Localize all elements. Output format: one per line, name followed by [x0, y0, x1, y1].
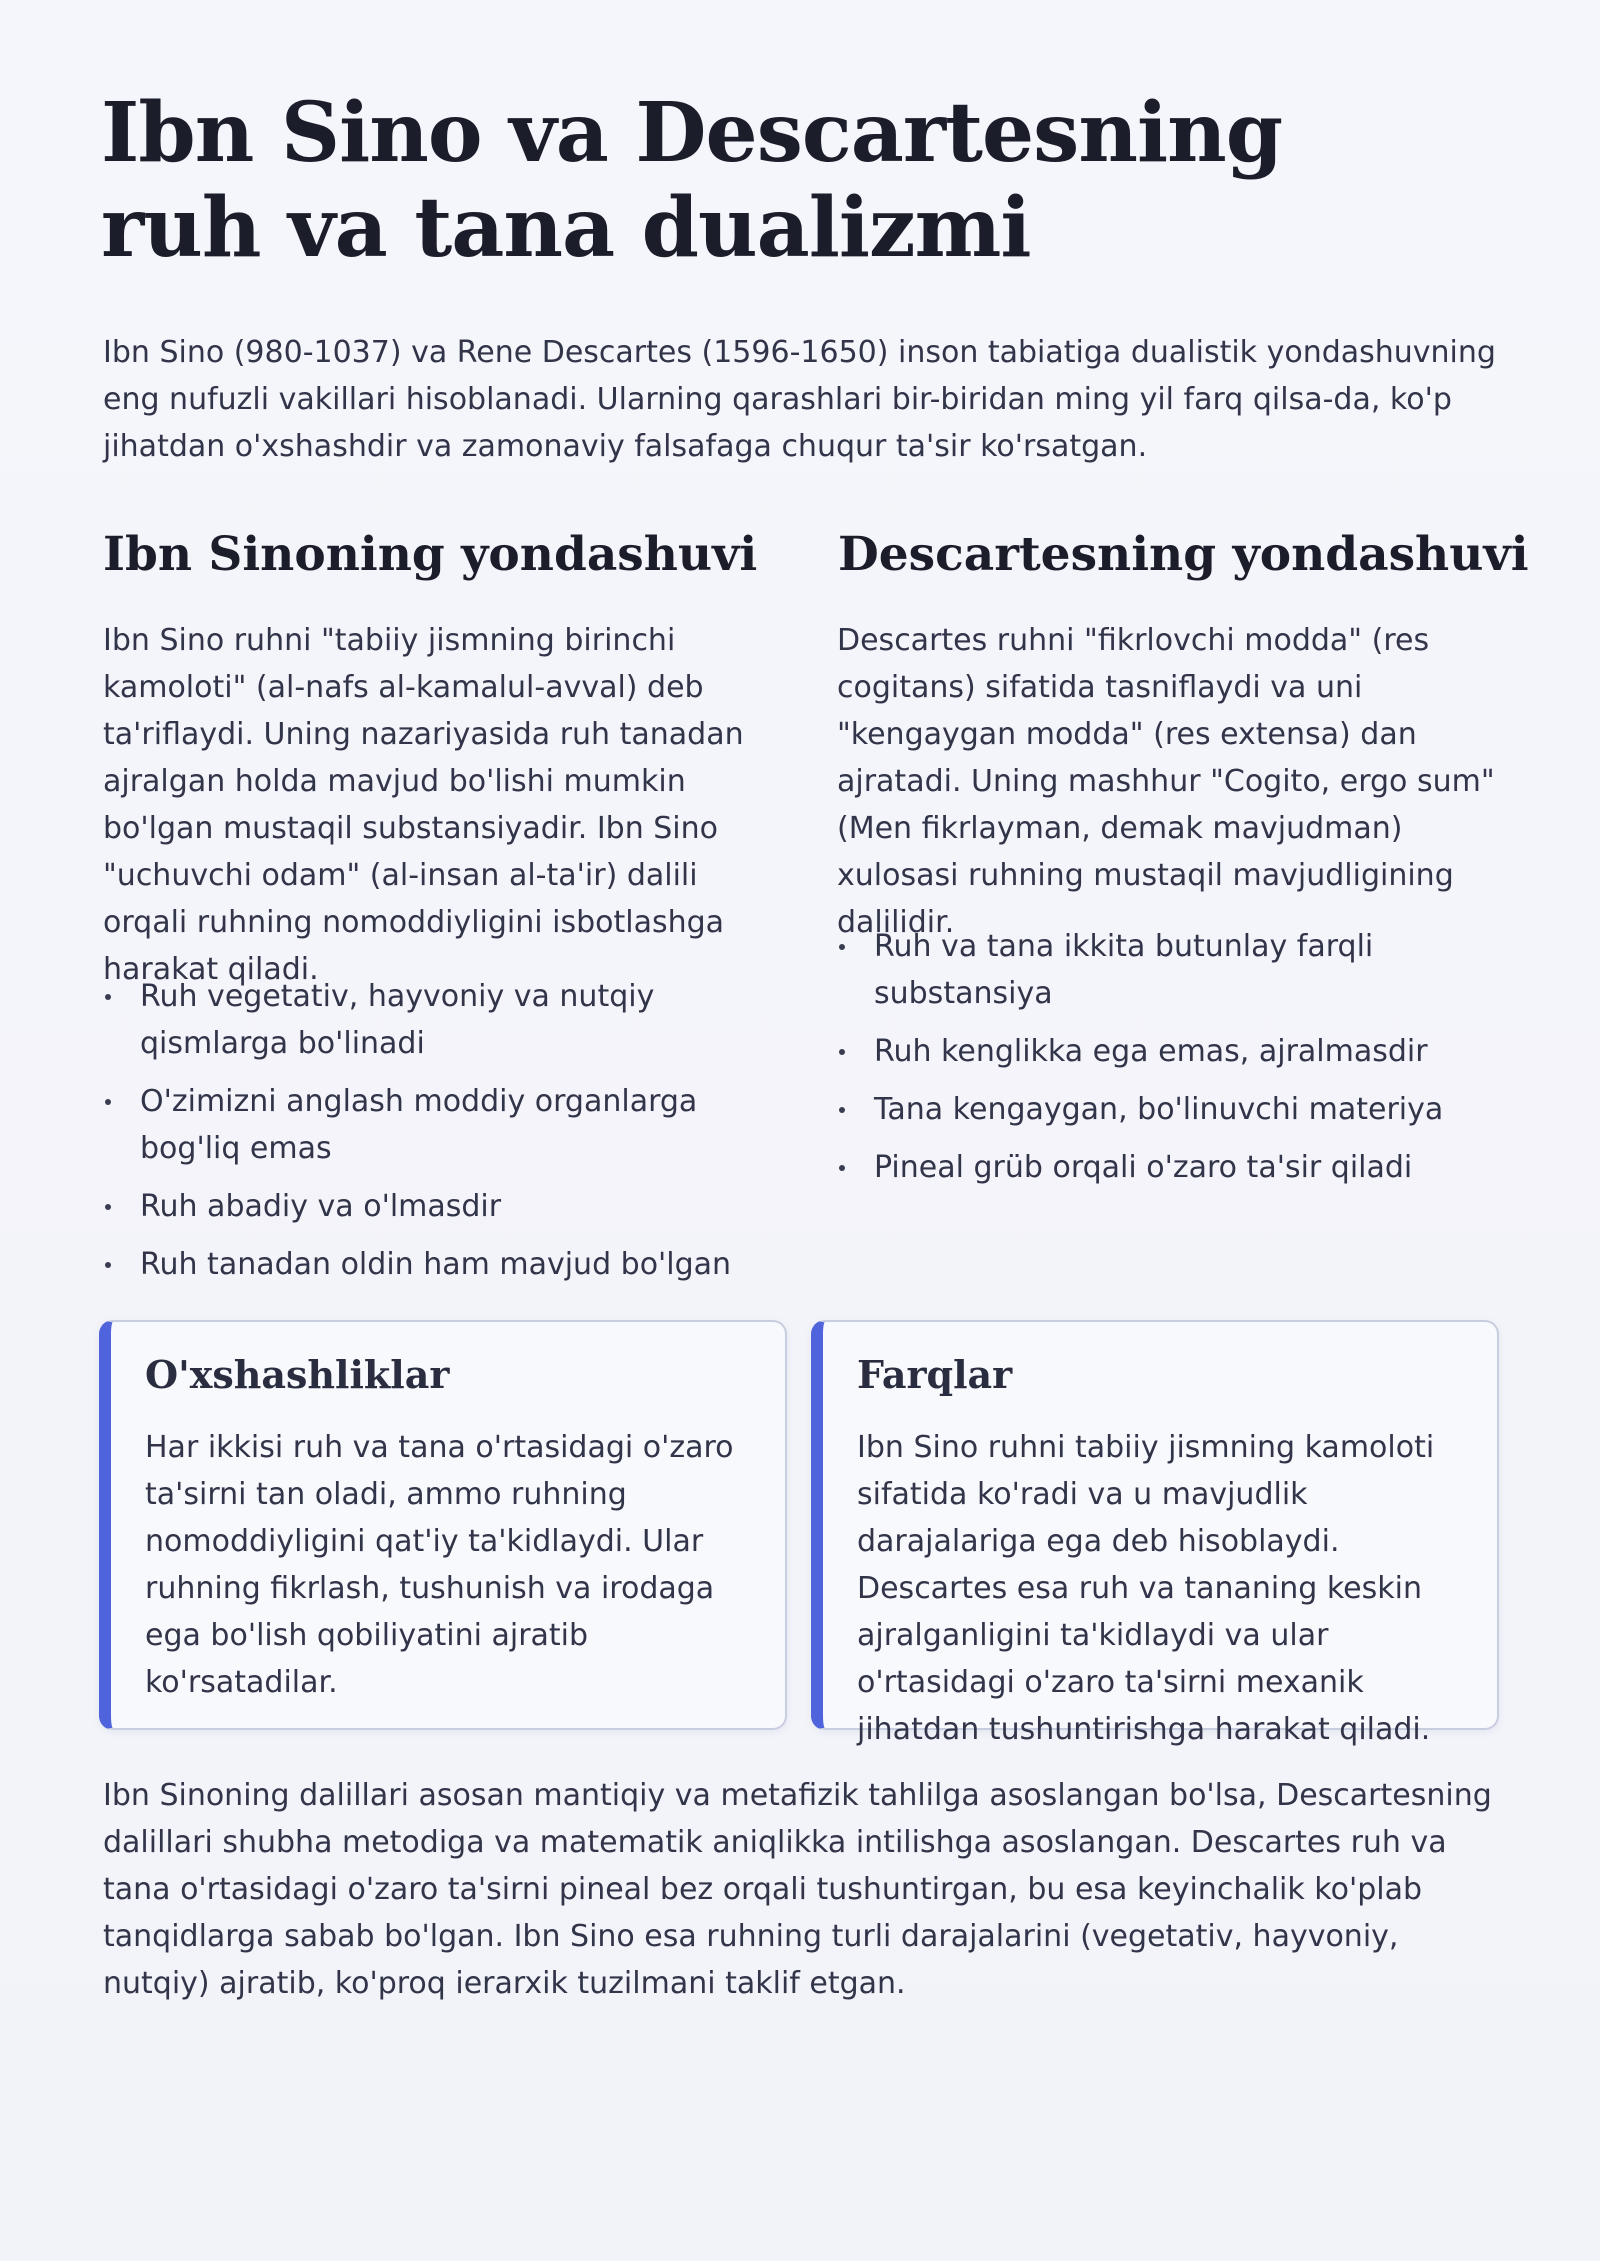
list-item: Tana kengaygan, bo'linuvchi materiya: [837, 1086, 1517, 1133]
similarities-title: O'xshashliklar: [145, 1352, 450, 1397]
list-item: Ruh va tana ikkita butunlay farqli substansiya: [837, 923, 1517, 1017]
list-item: Ruh abadiy va o'lmasdir: [103, 1183, 743, 1230]
ibn-sino-points-list: [103, 973, 743, 1299]
list-item: Ruh tanadan oldin ham mavjud bo'lgan: [103, 1241, 743, 1288]
list-item: Ruh vegetativ, hayvoniy va nutqiy qismlarga bo'linadi: [103, 973, 743, 1067]
ibn-sino-paragraph: Ibn Sino ruhni "tabiiy jismning birinchi kamoloti" (al-nafs al-kamalul-avval) deb ta'riflaydi. Uning nazariyasida ruh tanadan ajralgan holda mavjud bo'lishi mumkin bo'lgan mustaqil substansiyadir. Ibn Sino "uchuvchi odam" (al-insan al-ta'ir) dalili orqali ruhning nomoddiyligini isbotlashga harakat qiladi.: [103, 623, 744, 987]
descartes-heading: Descartesning yondashuvi: [838, 527, 1529, 582]
list-item: Pineal grüb orqali o'zaro ta'sir qiladi: [837, 1144, 1517, 1191]
differences-text: Ibn Sino ruhni tabiiy jismning kamoloti sifatida ko'radi va u mavjudlik darajalariga ega deb hisoblaydi. Descartes esa ruh va tananing keskin ajralganligini ta'kidlaydi va ular o'rtasidagi o'zaro ta'sirni mexanik jihatdan tushuntirishga harakat qiladi.: [857, 1430, 1435, 1747]
differences-card: [811, 1320, 1499, 1747]
similarities-text: Har ikkisi ruh va tana o'rtasidagi o'zaro ta'sirni tan oladi, ammo ruhning nomoddiyligini qat'iy ta'kidlaydi. Ular ruhning fikrlash, tushunish va irodaga ega bo'lish qobiliyatini ajratib ko'rsatadilar.: [145, 1430, 734, 1700]
list-item: Ruh kenglikka ega emas, ajralmasdir: [837, 1028, 1517, 1075]
intro-paragraph: Ibn Sino (980-1037) va Rene Descartes (1596-1650) inson tabiatiga dualistik yondashuvning eng nufuzli vakillari hisoblanadi. Ularning qarashlari bir-biridan ming yil farq qilsa-da, ko'p jihatdan o'xshashdir va zamonaviy falsafaga chuqur ta'sir ko'rsatgan.: [103, 335, 1496, 464]
closing-paragraph: Ibn Sinoning dalillari asosan mantiqiy va metafizik tahlilga asoslangan bo'lsa, Descartesning dalillari shubha metodiga va matematik aniqlikka intilishga asoslangan. Descartes ruh va tana o'rtasidagi o'zaro ta'sirni pineal bez orqali tushuntirgan, bu esa keyinchalik ko'plab tanqidlarga sabab bo'lgan. Ibn Sino esa ruhning turli darajalarini (vegetativ, hayvoniy, nutqiy) ajratib, ko'proq ierarxik tuzilmani taklif etgan.: [103, 1778, 1492, 2001]
ibn-sino-heading: Ibn Sinoning yondashuvi: [103, 527, 758, 582]
descartes-points-list: [837, 923, 1517, 1202]
descartes-paragraph: Descartes ruhni "fikrlovchi modda" (res cogitans) sifatida tasniflaydi va uni "kengaygan modda" (res extensa) dan ajratadi. Uning mashhur "Cogito, ergo sum" (Men fikrlayman, demak mavjudman) xulosasi ruhning mustaqil mavjudligining dalilidir.: [837, 623, 1495, 940]
similarities-card: [99, 1320, 787, 1730]
page-title: Ibn Sino va Descartesning ruh va tana dualizmi: [101, 85, 1283, 276]
list-item: O'zimizni anglash moddiy organlarga bog'liq emas: [103, 1078, 743, 1172]
differences-title: Farqlar: [857, 1352, 1013, 1397]
